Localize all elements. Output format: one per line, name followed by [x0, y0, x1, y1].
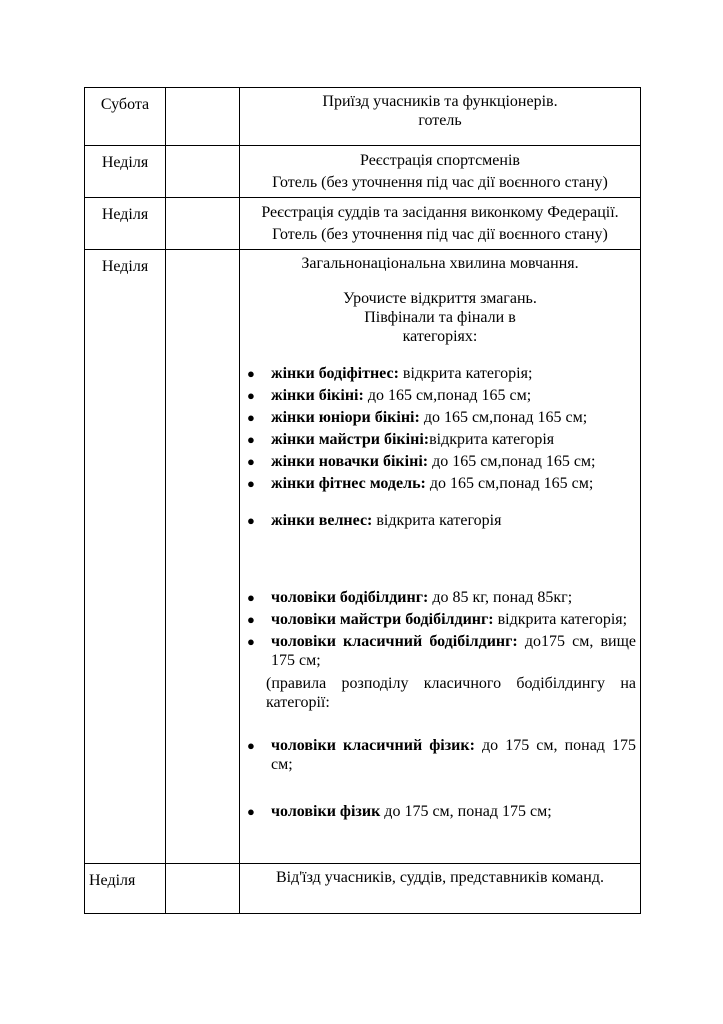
bullet-icon: ●: [247, 476, 255, 491]
day-cell: Субота: [85, 88, 166, 146]
event-line: Приїзд учасників та функціонерів.: [322, 93, 558, 110]
day-cell: Неділя: [85, 146, 166, 198]
schedule-table: [84, 87, 641, 914]
schedule-row: [85, 146, 641, 198]
empty-cell: [166, 864, 240, 914]
event-cell: [240, 146, 641, 198]
list-item: ● жінки юніори бікіні: до 165 см,понад 165 см;: [244, 407, 636, 429]
event-line: Реєстрація суддів та засідання виконкому Федерації.: [261, 204, 619, 221]
schedule-row: [85, 198, 641, 250]
opening-line: Півфінали та фінали в: [364, 309, 516, 326]
day-cell: Неділя: [85, 250, 166, 864]
schedule-row: [85, 864, 641, 914]
physique-list: [244, 802, 636, 821]
list-item: ● чоловіки майстри бодібілдинг: відкрита категорія;: [247, 611, 628, 628]
day-cell: Неділя: [85, 198, 166, 250]
bullet-icon: ●: [247, 804, 255, 819]
bullet-icon: ●: [247, 432, 255, 447]
empty-cell: [166, 250, 240, 864]
opening-line: категоріях:: [402, 328, 478, 345]
event-cell: [240, 864, 641, 914]
women-category-list: [244, 363, 636, 495]
bullet-icon: ●: [247, 634, 255, 649]
list-item: ● чоловіки фізик до 175 см, понад 175 см;: [247, 803, 552, 820]
event-line: Реєстрація спортсменів: [360, 152, 520, 169]
list-item: ● жінки фітнес модель: до 165 см,понад 165 см;: [244, 473, 636, 495]
list-item: ● чоловіки бодібілдинг: до 85 кг, понад 85кг;: [247, 589, 573, 606]
list-item: ● жінки велнес: відкрита категорія: [247, 512, 502, 529]
event-cell: [240, 88, 641, 146]
schedule-row: [85, 250, 641, 864]
classic-note: (правила розподілу класичного бодібілдингу на категорії:: [266, 675, 636, 711]
bullet-icon: ●: [247, 513, 255, 528]
list-item: ● жінки бодіфітнес: відкрита категорія;: [244, 363, 636, 385]
wellness-category-list: [244, 511, 636, 530]
men-category-list: [244, 588, 636, 670]
day-cell: Неділя: [85, 864, 166, 914]
list-item: ● жінки майстри бікіні:відкрита категорія: [244, 429, 636, 451]
event-cell: [240, 198, 641, 250]
empty-cell: [166, 198, 240, 250]
list-item: ● чоловіки класичний бодібілдинг: до175 см, вище 175 см;: [247, 633, 636, 669]
bullet-icon: ●: [247, 410, 255, 425]
empty-cell: [166, 88, 240, 146]
event-line: Готель (без уточнення під час дії воєнного стану): [272, 174, 608, 191]
empty-cell: [166, 146, 240, 198]
physique-classic-list: [244, 736, 636, 774]
list-item: ● чоловіки класичний фізик: до 175 см, понад 175 см;: [247, 737, 636, 773]
event-line: Готель (без уточнення під час дії воєнного стану): [272, 226, 608, 243]
event-line: готель: [418, 112, 462, 129]
silence-line: Загальнонаціональна хвилина мовчання.: [301, 255, 579, 272]
bullet-icon: ●: [247, 366, 255, 381]
bullet-icon: ●: [247, 590, 255, 605]
bullet-icon: ●: [247, 612, 255, 627]
list-item: ● жінки бікіні: до 165 см,понад 165 см;: [244, 385, 636, 407]
bullet-icon: ●: [247, 388, 255, 403]
schedule-row: [85, 88, 641, 146]
opening-line: Урочисте відкриття змагань.: [343, 290, 537, 307]
event-cell: [240, 250, 641, 864]
event-line: Від'їзд учасників, суддів, представників команд.: [276, 869, 604, 886]
bullet-icon: ●: [247, 454, 255, 469]
bullet-icon: ●: [247, 738, 255, 753]
list-item: ● жінки новачки бікіні: до 165 см,понад 165 см;: [244, 451, 636, 473]
